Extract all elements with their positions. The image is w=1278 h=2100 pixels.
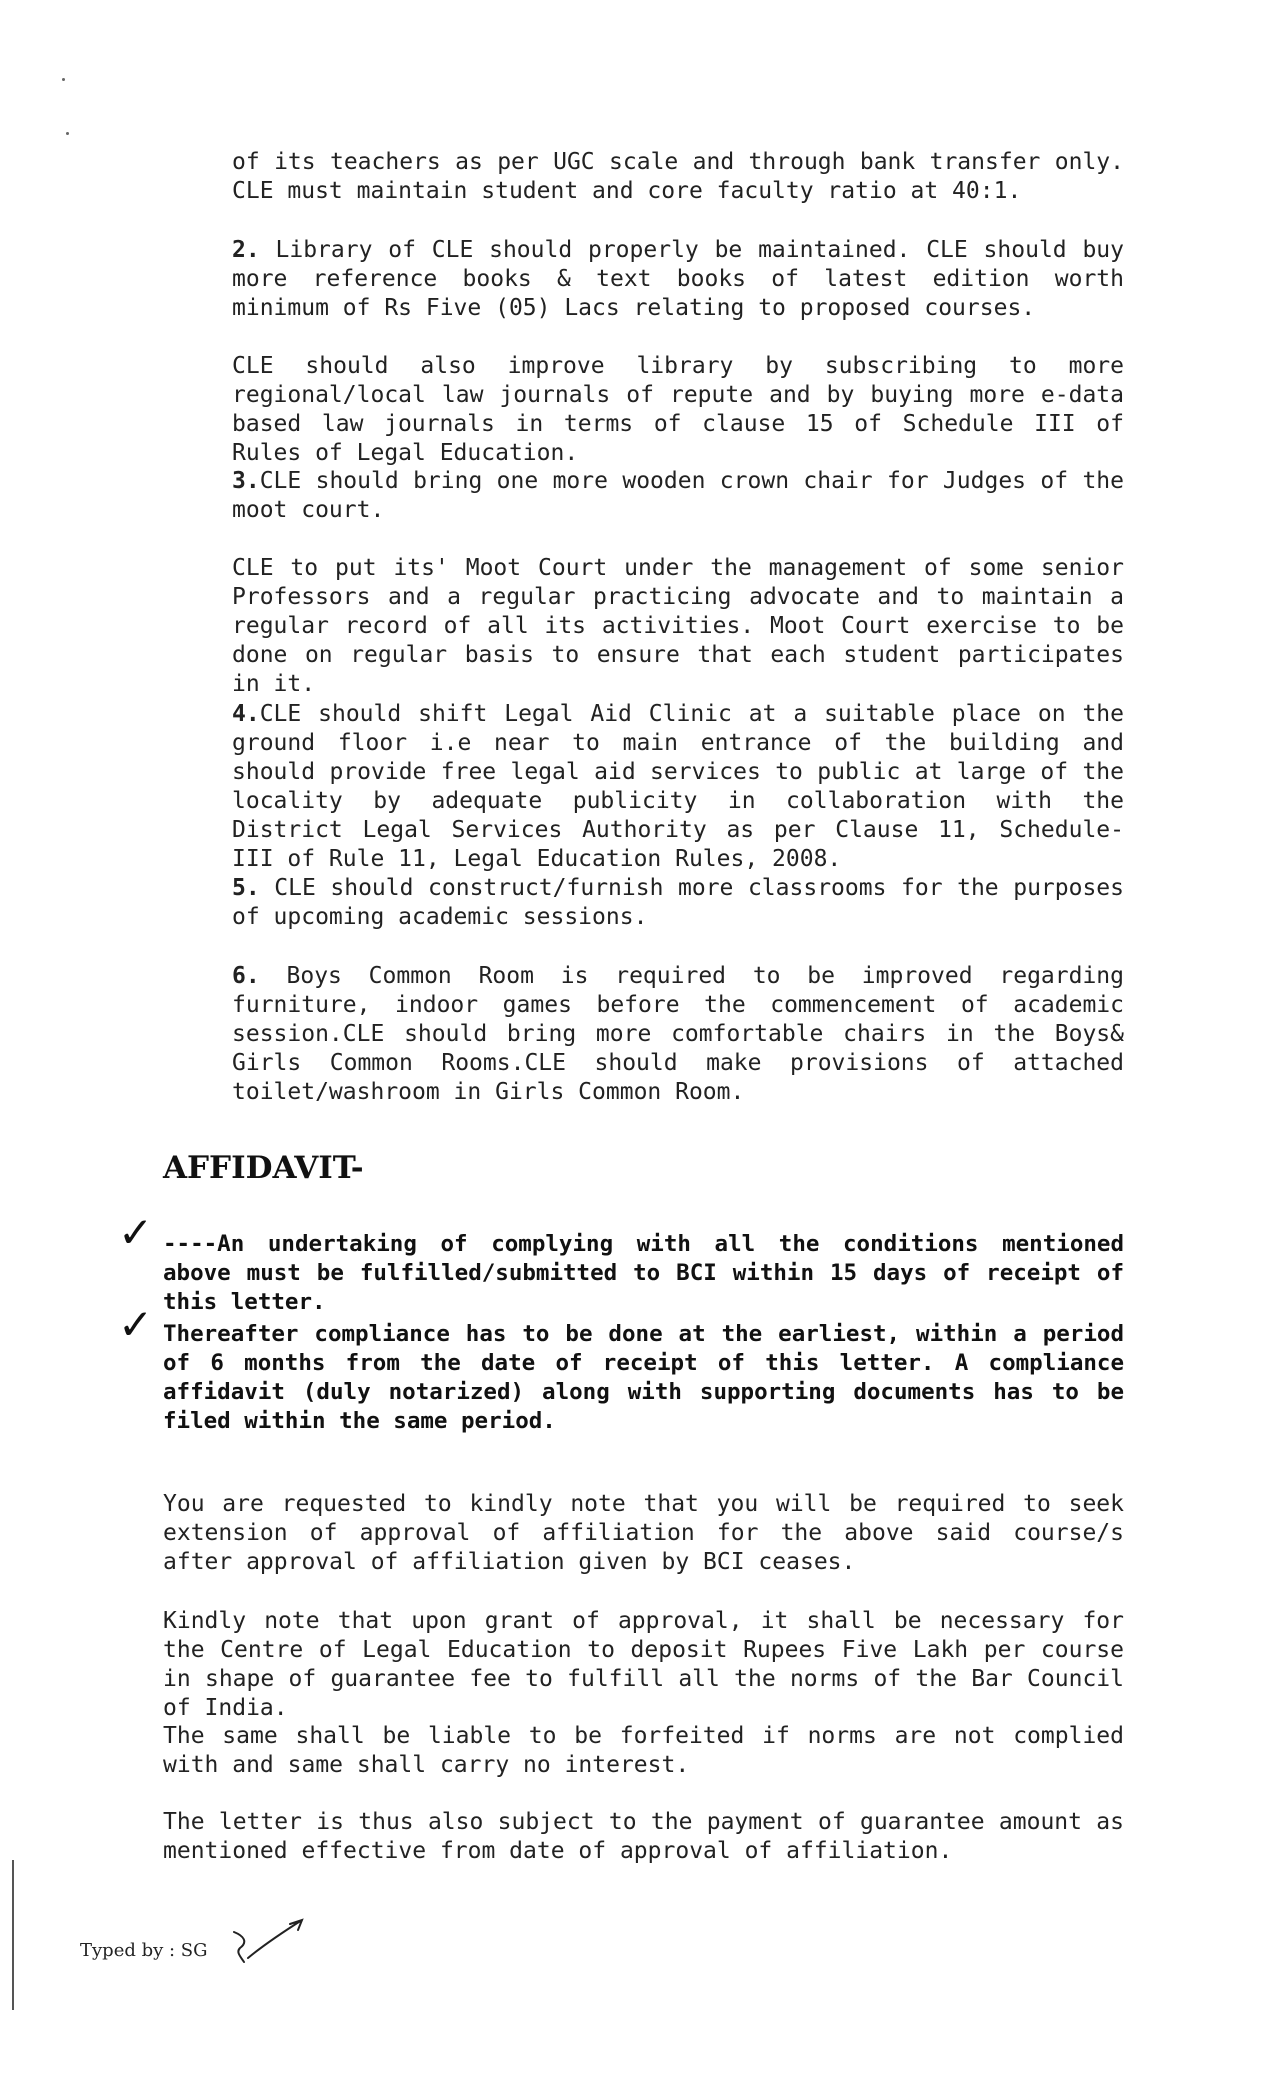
paragraph-common-room	[232, 962, 1124, 1107]
item-number: 6.	[232, 963, 260, 989]
initials-signature	[230, 1918, 310, 1968]
paragraph-moot-court: CLE to put its' Moot Court under the management of some senior Professors and a regular practicing advocate and to maintain a regular record of all its activities. Moot Court exercise to be done on regular basis to ensure that each student participates in it.	[232, 555, 1124, 697]
item-number: 3.	[232, 468, 260, 494]
paragraph-forfeit: The same shall be liable to be forfeited if norms are not complied with and same shall carry no interest.	[163, 1723, 1124, 1778]
scan-speck	[66, 132, 69, 135]
checkmark-icon: ✓	[118, 1208, 154, 1257]
item-number: 4.	[232, 701, 260, 727]
paragraph-subject-payment: The letter is thus also subject to the payment of guarantee amount as mentioned effective from date of approval of affiliation.	[163, 1809, 1124, 1864]
paragraph-teachers-ratio: of its teachers as per UGC scale and through bank transfer only. CLE must maintain student and core faculty ratio at 40:1.	[232, 149, 1124, 204]
affidavit-undertaking: ----An undertaking of complying with all the conditions mentioned above must be fulfilled/submitted to BCI within 15 days of receipt of this letter.	[163, 1231, 1124, 1315]
affidavit-compliance: Thereafter compliance has to be done at the earliest, within a period of 6 months from the date of receipt of this letter. A compliance affidavit (duly notarized) along with supporting documents has to be filed within the same period.	[163, 1321, 1124, 1434]
paragraph-moot-chair	[232, 467, 1124, 525]
paragraph-extension: You are requested to kindly note that you will be required to seek extension of approval of affiliation for the above said course/s after approval of affiliation given by BCI ceases.	[163, 1491, 1124, 1575]
item-text: Library of CLE should properly be maintained. CLE should buy more reference books & text books of latest edition worth minimum of Rs Five (05) Lacs relating to proposed courses.	[232, 237, 1124, 321]
paragraph-guarantee-fee: Kindly note that upon grant of approval, it shall be necessary for the Centre of Legal Education to deposit Rupees Five Lakh per course in shape of guarantee fee to fulfill all the norms of the Bar Council of India.	[163, 1608, 1124, 1721]
item-text: CLE should shift Legal Aid Clinic at a suitable place on the ground floor i.e near to main entrance of the building and should provide free legal aid services to public at large of the locality by adequate publicity in collaboration with the District Legal Services Authority as per Clause 11, Schedule- III of Rule 11, Legal Education Rules, 2008.	[232, 701, 1124, 872]
paragraph-library	[232, 236, 1124, 323]
paragraph-legal-aid	[232, 700, 1124, 874]
affidavit-heading: AFFIDAVIT-	[163, 1150, 364, 1186]
item-number: 2.	[232, 237, 260, 263]
item-text: CLE should bring one more wooden crown chair for Judges of the moot court.	[232, 468, 1124, 523]
scan-speck	[62, 78, 65, 81]
scan-edge-line	[12, 1860, 14, 2010]
item-text: CLE should construct/furnish more classrooms for the purposes of upcoming academic sessions.	[232, 875, 1124, 930]
checkmark-icon: ✓	[118, 1300, 154, 1349]
typed-by-label: Typed by : SG	[80, 1940, 208, 1961]
item-text: Boys Common Room is required to be improved regarding furniture, indoor games before the commencement of academic session.CLE should bring more comfortable chairs in the Boys& Girls Common Rooms.CLE should make provisions of attached toilet/washroom in Girls Common Room.	[232, 963, 1124, 1105]
paragraph-classrooms	[232, 874, 1124, 932]
paragraph-library-journals: CLE should also improve library by subscribing to more regional/local law journals of repute and by buying more e-data based law journals in terms of clause 15 of Schedule III of Rules of Legal Education.	[232, 353, 1124, 466]
item-number: 5.	[232, 875, 260, 901]
